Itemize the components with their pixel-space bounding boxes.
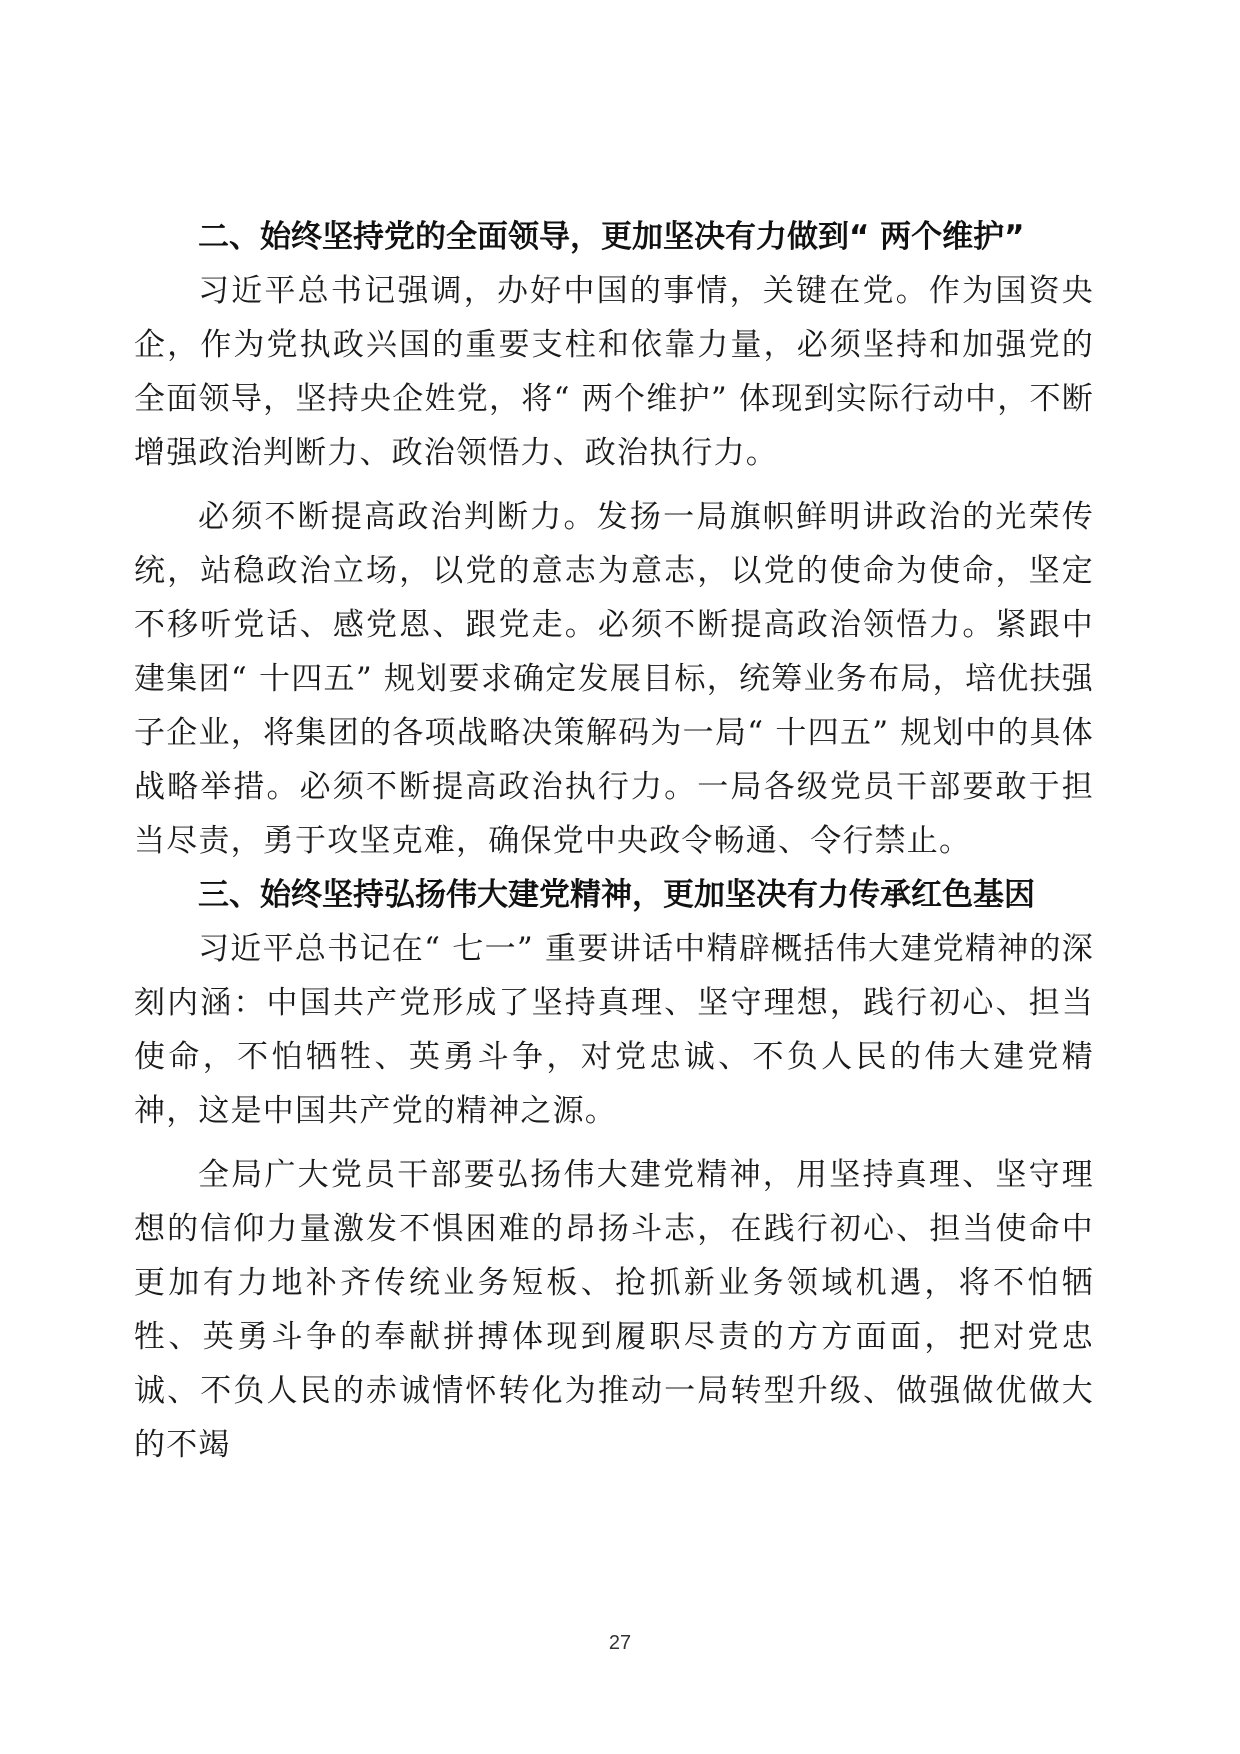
page-number: 27 bbox=[608, 1632, 632, 1654]
section-2-paragraph-2: 必须不断提高政治判断力。发扬一局旗帜鲜明讲政治的光荣传统，站稳政治立场，以党的意志为意志，以党的使命为使命，坚定不移听党话、感党恩、跟党走。必须不断提高政治领悟力。紧跟中建集团“ 十四五” 规划要求确定发展目标，统筹业务布局，培优扶强子企业，将集团的各项战略决策解码为一局“ 十四五” 规划中的具体战略举措。必须不断提高政治执行力。一局各级党员干部要敢于担当尽责，勇于攻坚克难，确保党中央政令畅通、令行禁止。 bbox=[134, 499, 1094, 859]
document-body bbox=[134, 210, 1094, 1472]
section-heading-2: 二、始终坚持党的全面领导，更加坚决有力做到“ 两个维护” bbox=[198, 219, 1025, 255]
section-3-paragraph-2: 全局广大党员干部要弘扬伟大建党精神，用坚持真理、坚守理想的信仰力量激发不惧困难的昂扬斗志，在践行初心、担当使命中更加有力地补齐传统业务短板、抢抓新业务领域机遇，将不怕牺牲、英勇斗争的奉献拼搏体现到履职尽责的方方面面，把对党忠诚、不负人民的赤诚情怀转化为推动一局转型升级、做强做优做大的不竭 bbox=[134, 1157, 1094, 1463]
section-heading-3: 三、始终坚持弘扬伟大建党精神，更加坚决有力传承红色基因 bbox=[198, 877, 1035, 913]
section-2-paragraph-1: 习近平总书记强调，办好中国的事情，关键在党。作为国资央企，作为党执政兴国的重要支柱和依靠力量，必须坚持和加强党的全面领导，坚持央企姓党，将“ 两个维护” 体现到实际行动中，不断增强政治判断力、政治领悟力、政治执行力。 bbox=[134, 273, 1094, 471]
section-3-paragraph-1: 习近平总书记在“ 七一” 重要讲话中精辟概括伟大建党精神的深刻内涵：中国共产党形成了坚持真理、坚守理想，践行初心、担当使命，不怕牺牲、英勇斗争，对党忠诚、不负人民的伟大建党精神，这是中国共产党的精神之源。 bbox=[134, 931, 1094, 1129]
